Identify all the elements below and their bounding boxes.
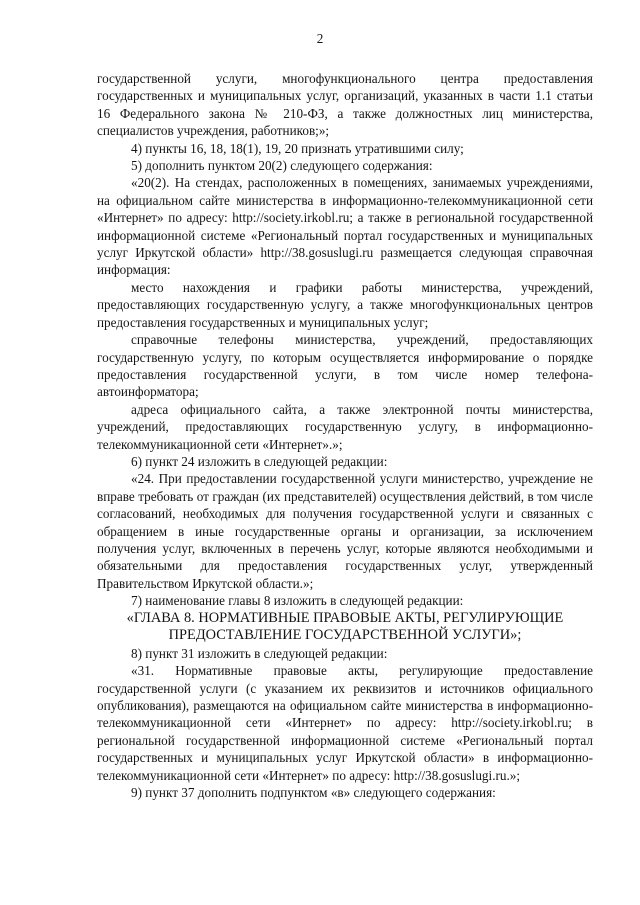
- paragraph-item-7: 7) наименование главы 8 изложить в следующей редакции:: [131, 593, 464, 609]
- page-number: 2: [316, 31, 324, 46]
- paragraph-website-info: адреса официального сайта, а также электронной почты министерства, учреждений, предоставляющих государственную услугу, в информационно-телекоммуникационной сети «Интернет».»;: [97, 401, 593, 452]
- paragraph-item-6: 6) пункт 24 изложить в следующей редакции:: [131, 453, 388, 469]
- paragraph-continuation: государственной услуги, многофункционального центра предоставления государственных и муниципальных услуг, организаций, указанных в части 1.1 статьи 16 Федерального закона № 210-ФЗ, а также должностных лиц министерства, специалистов учреждения, работников;»;: [97, 71, 593, 139]
- paragraph-item-5: 5) дополнить пунктом 20(2) следующего содержания:: [131, 158, 433, 174]
- document-body: [97, 70, 593, 801]
- paragraph-item-8: 8) пункт 31 изложить в следующей редакции:: [131, 645, 388, 661]
- paragraph-clause-20-2: «20(2). На стендах, расположенных в помещениях, занимаемых учреждениями, на официальном сайте министерства в информационно-телекоммуникационной сети «Интернет» по адресу: http://society.irkobl.ru; а также в региональной государственной информационной системе «Региональный портал государственных и муниципальных услуг Иркутской области» http://38.gosuslugi.ru размещается следующая справочная информация:: [97, 175, 593, 278]
- paragraph-clause-31: «31. Нормативные правовые акты, регулирующие предоставление государственной услуги (с указанием их реквизитов и источников официального опубликования), размещаются на официальном сайте министерства в информационно-телекоммуникационной сети «Интернет» по адресу: http://society.irkobl.ru; в региональной государственной информационной системе «Региональный портал государственных и муниципальных услуг Иркутской области» в информационно-телекоммуникационной сети «Интернет» по адресу: http://38.gosuslugi.ru.»;: [97, 663, 593, 783]
- paragraph-item-4: 4) пункты 16, 18, 18(1), 19, 20 признать утратившими силу;: [131, 140, 464, 156]
- paragraph-phones-info: справочные телефоны министерства, учреждений, предоставляющих государственную услугу, по которым осуществляется информирование о порядке предоставления государственной услуги, в том числе номер телефона-автоинформатора;: [97, 332, 593, 400]
- paragraph-clause-24: «24. При предоставлении государственной услуги министерство, учреждение не вправе требовать от граждан (их представителей) осуществления действий, в том числе согласований, необходимых для получения государственной услуги и связанных с обращением в иные государственные органы и организации, за исключением получения услуг, включенных в перечень услуг, которые являются необходимыми и обязательными для предоставления государственных услуг, утвержденный Правительством Иркутской области.»;: [97, 471, 593, 591]
- paragraph-location-info: место нахождения и графики работы министерства, учреждений, предоставляющих государственную услугу, а также многофункциональных центров предоставления государственных и муниципальных услуг;: [97, 279, 593, 330]
- chapter-8-title: «ГЛАВА 8. НОРМАТИВНЫЕ ПРАВОВЫЕ АКТЫ, РЕГУЛИРУЮЩИЕ ПРЕДОСТАВЛЕНИЕ ГОСУДАРСТВЕННОЙ УСЛУГИ»;: [126, 609, 564, 644]
- paragraph-item-9: 9) пункт 37 дополнить подпунктом «в» следующего содержания:: [131, 785, 496, 801]
